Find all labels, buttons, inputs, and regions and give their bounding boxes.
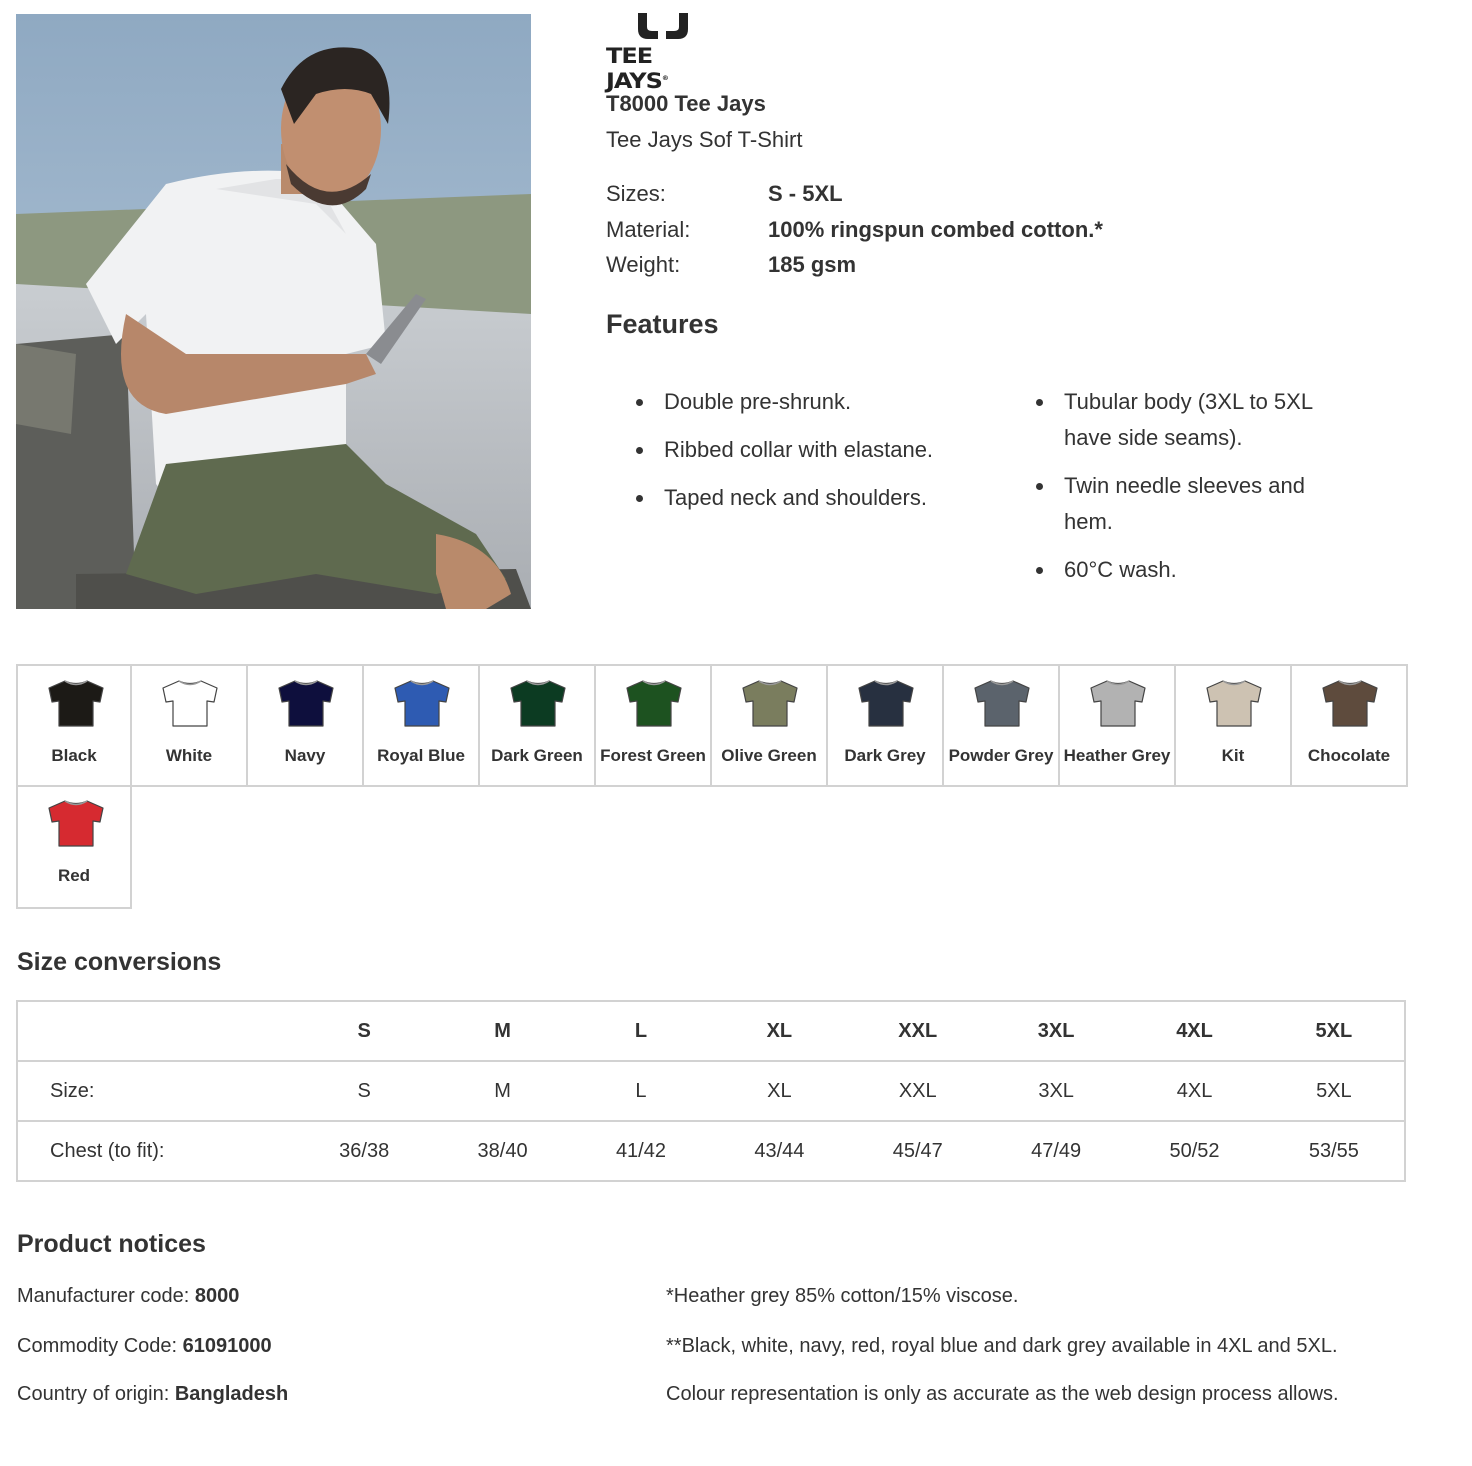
table-row <box>17 1061 1405 1121</box>
tshirt-icon <box>1320 678 1380 728</box>
colour-swatch-powder-grey[interactable] <box>944 664 1060 787</box>
column-header: 5XL <box>1315 1019 1353 1042</box>
feature-item: Tubular body (3XL to 5XL have side seams). <box>1006 384 1346 456</box>
product-code: T8000 Tee Jays <box>606 91 766 116</box>
manufacturer-code-value: 8000 <box>194 1285 240 1307</box>
notice-size-availability: **Black, white, navy, red, royal blue and dark grey available in 4XL and 5XL. <box>666 1335 1338 1357</box>
features-list-left <box>606 384 1006 528</box>
table-cell: 50/52 <box>1125 1121 1263 1181</box>
table-cell: 5XL <box>1264 1061 1405 1121</box>
table-cell: 3XL <box>987 1061 1125 1121</box>
table-cell: S <box>295 1061 433 1121</box>
tshirt-icon <box>46 678 106 728</box>
column-header: XL <box>766 1019 793 1042</box>
row-label: Size: <box>17 1061 295 1121</box>
table-cell: M <box>433 1061 571 1121</box>
table-cell: XXL <box>849 1061 987 1121</box>
product-notices-heading: Product notices <box>17 1230 206 1258</box>
tshirt-icon <box>856 678 916 728</box>
swatch-label: Heather Grey <box>1063 746 1171 765</box>
spec-label-weight: Weight: <box>606 252 681 277</box>
commodity-code <box>17 1335 272 1358</box>
colour-swatch-chocolate[interactable] <box>1292 664 1408 787</box>
commodity-code-label: Commodity Code: <box>17 1335 183 1357</box>
table-cell: 36/38 <box>295 1121 433 1181</box>
notice-heather-grey: *Heather grey 85% cotton/15% viscose. <box>666 1285 1019 1307</box>
features-heading: Features <box>606 309 719 339</box>
tshirt-icon <box>46 798 106 848</box>
tshirt-icon <box>972 678 1032 728</box>
table-row <box>17 1121 1405 1181</box>
tshirt-icon <box>508 678 568 728</box>
brand-wordmark: TEE JAYS® <box>606 43 669 94</box>
colour-swatch-royal-blue[interactable] <box>364 664 480 787</box>
colour-swatch-navy[interactable] <box>248 664 364 787</box>
table-cell: 38/40 <box>433 1121 571 1181</box>
column-header: M <box>494 1019 511 1042</box>
colour-swatch-red[interactable] <box>16 786 132 909</box>
features-list-right <box>1006 384 1346 600</box>
size-conversion-table <box>16 1000 1406 1182</box>
swatch-label: Red <box>57 866 91 885</box>
swatch-label: White <box>165 746 213 765</box>
commodity-code-value: 61091000 <box>182 1335 272 1357</box>
tshirt-icon <box>1204 678 1264 728</box>
table-cell: 45/47 <box>849 1121 987 1181</box>
feature-item: 60°C wash. <box>1006 552 1346 588</box>
notice-colour-accuracy: Colour representation is only as accurate as the web design process allows. <box>666 1383 1339 1405</box>
colour-swatch-black[interactable] <box>16 664 132 787</box>
feature-item: Double pre-shrunk. <box>606 384 1006 420</box>
colour-swatch-dark-grey[interactable] <box>828 664 944 787</box>
tshirt-icon <box>392 678 452 728</box>
swatch-label: Powder Grey <box>948 746 1054 765</box>
colour-swatch-dark-green[interactable] <box>480 664 596 787</box>
swatch-label: Forest Green <box>600 746 706 765</box>
colour-swatch-white[interactable] <box>132 664 248 787</box>
table-cell: 53/55 <box>1264 1121 1405 1181</box>
table-cell: 47/49 <box>987 1121 1125 1181</box>
tshirt-icon <box>160 678 220 728</box>
swatch-label: Black <box>51 746 97 765</box>
swatch-label: Dark Grey <box>844 746 926 765</box>
swatch-label: Olive Green <box>721 746 817 765</box>
colour-swatch-heather-grey[interactable] <box>1060 664 1176 787</box>
column-header: 4XL <box>1176 1019 1213 1042</box>
product-photo <box>16 14 531 609</box>
manufacturer-code-label: Manufacturer code: <box>17 1285 195 1307</box>
column-header: S <box>357 1019 371 1042</box>
colour-swatch-kit[interactable] <box>1176 664 1292 787</box>
country-of-origin-value: Bangladesh <box>174 1383 289 1405</box>
colour-swatch-forest-green[interactable] <box>596 664 712 787</box>
tshirt-icon <box>1088 678 1148 728</box>
table-header-row <box>17 1001 1405 1061</box>
swatch-label: Chocolate <box>1307 746 1391 765</box>
swatch-label: Navy <box>284 746 326 765</box>
column-header: L <box>634 1019 648 1042</box>
manufacturer-code <box>17 1285 239 1308</box>
product-name: Tee Jays Sof T-Shirt <box>606 127 803 152</box>
brand-logo <box>606 13 718 94</box>
tshirt-icon <box>624 678 684 728</box>
table-corner-cell <box>17 1001 295 1061</box>
tshirt-icon <box>740 678 800 728</box>
tee-jays-logo-icon <box>638 13 688 39</box>
column-header: XXL <box>898 1019 938 1042</box>
table-cell: 43/44 <box>710 1121 848 1181</box>
spec-value-sizes: S - 5XL <box>768 181 843 206</box>
country-of-origin <box>17 1383 288 1406</box>
tshirt-icon <box>276 678 336 728</box>
table-cell: L <box>572 1061 710 1121</box>
table-cell: XL <box>710 1061 848 1121</box>
spec-value-weight: 185 gsm <box>768 252 857 277</box>
swatch-label: Royal Blue <box>377 746 465 765</box>
feature-item: Twin needle sleeves and hem. <box>1006 468 1346 540</box>
swatch-label: Kit <box>1221 746 1245 765</box>
size-conversions-heading: Size conversions <box>17 948 222 976</box>
swatch-label: Dark Green <box>491 746 583 765</box>
spec-label-sizes: Sizes: <box>606 181 666 206</box>
feature-item: Taped neck and shoulders. <box>606 480 1006 516</box>
country-of-origin-label: Country of origin: <box>17 1383 175 1405</box>
table-cell: 4XL <box>1125 1061 1263 1121</box>
column-header: 3XL <box>1037 1019 1075 1042</box>
spec-label-material: Material: <box>606 217 691 242</box>
spec-value-material: 100% ringspun combed cotton.* <box>768 217 1103 242</box>
feature-item: Ribbed collar with elastane. <box>606 432 1006 468</box>
row-label: Chest (to fit): <box>17 1121 295 1181</box>
table-cell: 41/42 <box>572 1121 710 1181</box>
colour-swatch-olive-green[interactable] <box>712 664 828 787</box>
